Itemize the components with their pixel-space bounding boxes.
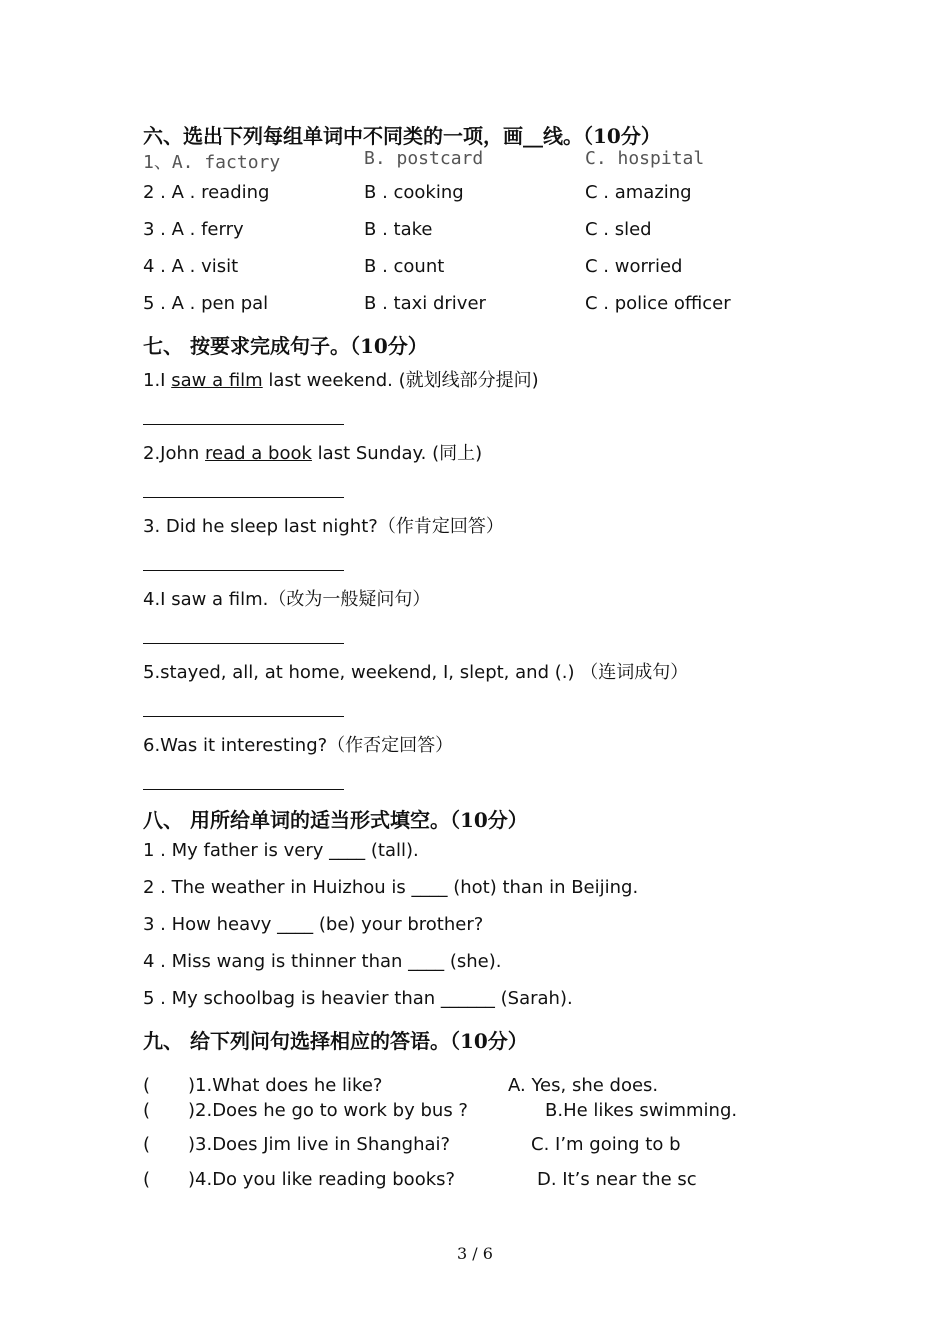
s7-q2-underlined: read a book: [205, 443, 312, 464]
s9-row4-paren: (: [143, 1169, 151, 1190]
s6-row3-a: 3 . A . ferry: [143, 219, 244, 240]
answer-line-5: [143, 716, 344, 717]
s9-row3-paren: (: [143, 1134, 151, 1155]
s7-question-2: [143, 439, 482, 465]
answer-line-4: [143, 643, 344, 644]
s9-row1-paren: (: [143, 1075, 151, 1096]
s6-row2-a: 2 . A . reading: [143, 182, 270, 203]
s9-row2-question: )2.Does he go to work by bus ?: [188, 1100, 468, 1121]
s6-row3-b: B . take: [364, 219, 433, 240]
s6-row4-a: 4 . A . visit: [143, 256, 239, 277]
s9-row4-answer: D. It’s near the sc: [537, 1169, 697, 1190]
s6-row3-c: C . sled: [585, 219, 652, 240]
s6-row4-b: B . count: [364, 256, 445, 277]
s7-q2-post: last Sunday. (同上): [311, 443, 483, 464]
section-8-heading: 八、 用所给单词的适当形式填空。（10分）: [143, 808, 528, 832]
s7-question-3: 3. Did he sleep last night?（作肯定回答）: [143, 516, 504, 537]
s9-row1-answer: A. Yes, she does.: [508, 1075, 659, 1096]
section-9-heading: 九、 给下列问句选择相应的答语。（10分）: [143, 1029, 528, 1053]
s9-row2-answer: B.He likes swimming.: [545, 1100, 738, 1121]
s9-row3-answer: C. I’m going to b: [531, 1134, 681, 1155]
s6-row5-c: C . police officer: [585, 293, 731, 314]
s6-row5-b: B . taxi driver: [364, 293, 486, 314]
s6-row2-b: B . cooking: [364, 182, 464, 203]
s8-item-3: 3 . How heavy ____ (be) your brother?: [143, 914, 484, 935]
s7-q1-pre: 1.I: [143, 370, 172, 391]
section-6-heading: 六、选出下列每组单词中不同类的一项，画__线。（10分）: [143, 124, 661, 148]
section-7-heading: 七、 按要求完成句子。（10分）: [143, 334, 428, 358]
s6-row2-c: C . amazing: [585, 182, 692, 203]
s9-row3-question: )3.Does Jim live in Shanghai?: [188, 1134, 451, 1155]
answer-line-3: [143, 570, 344, 571]
answer-line-1: [143, 424, 344, 425]
answer-line-2: [143, 497, 344, 498]
s8-item-1: 1 . My father is very ____ (tall).: [143, 840, 419, 861]
s6-row1-a: 1、A. factory: [143, 152, 281, 173]
s9-row2-paren: (: [143, 1100, 151, 1121]
s8-item-4: 4 . Miss wang is thinner than ____ (she).: [143, 951, 502, 972]
s7-q1-underlined: saw a film: [171, 370, 263, 391]
s7-q2-pre: 2.John: [143, 443, 206, 464]
answer-line-6: [143, 789, 344, 790]
s6-row1-b: B. postcard: [364, 148, 484, 169]
s7-q1-post: last weekend. (就划线部分提问): [262, 370, 539, 391]
s6-row1-c: C. hospital: [585, 148, 705, 169]
s6-row4-c: C . worried: [585, 256, 683, 277]
s7-question-5: 5.stayed, all, at home, weekend, I, slept, and (.) （连词成句）: [143, 662, 689, 683]
s8-item-5: 5 . My schoolbag is heavier than ______ (Sarah).: [143, 988, 573, 1009]
page-number: 3 / 6: [457, 1244, 493, 1263]
s7-question-1: [143, 366, 539, 392]
s7-question-6: 6.Was it interesting?（作否定回答）: [143, 735, 454, 756]
s8-item-2: 2 . The weather in Huizhou is ____ (hot) than in Beijing.: [143, 877, 639, 898]
s6-row5-a: 5 . A . pen pal: [143, 293, 269, 314]
s9-row4-question: )4.Do you like reading books?: [188, 1169, 456, 1190]
s9-row1-question: )1.What does he like?: [188, 1075, 383, 1096]
s7-question-4: 4.I saw a film.（改为一般疑问句）: [143, 589, 431, 610]
